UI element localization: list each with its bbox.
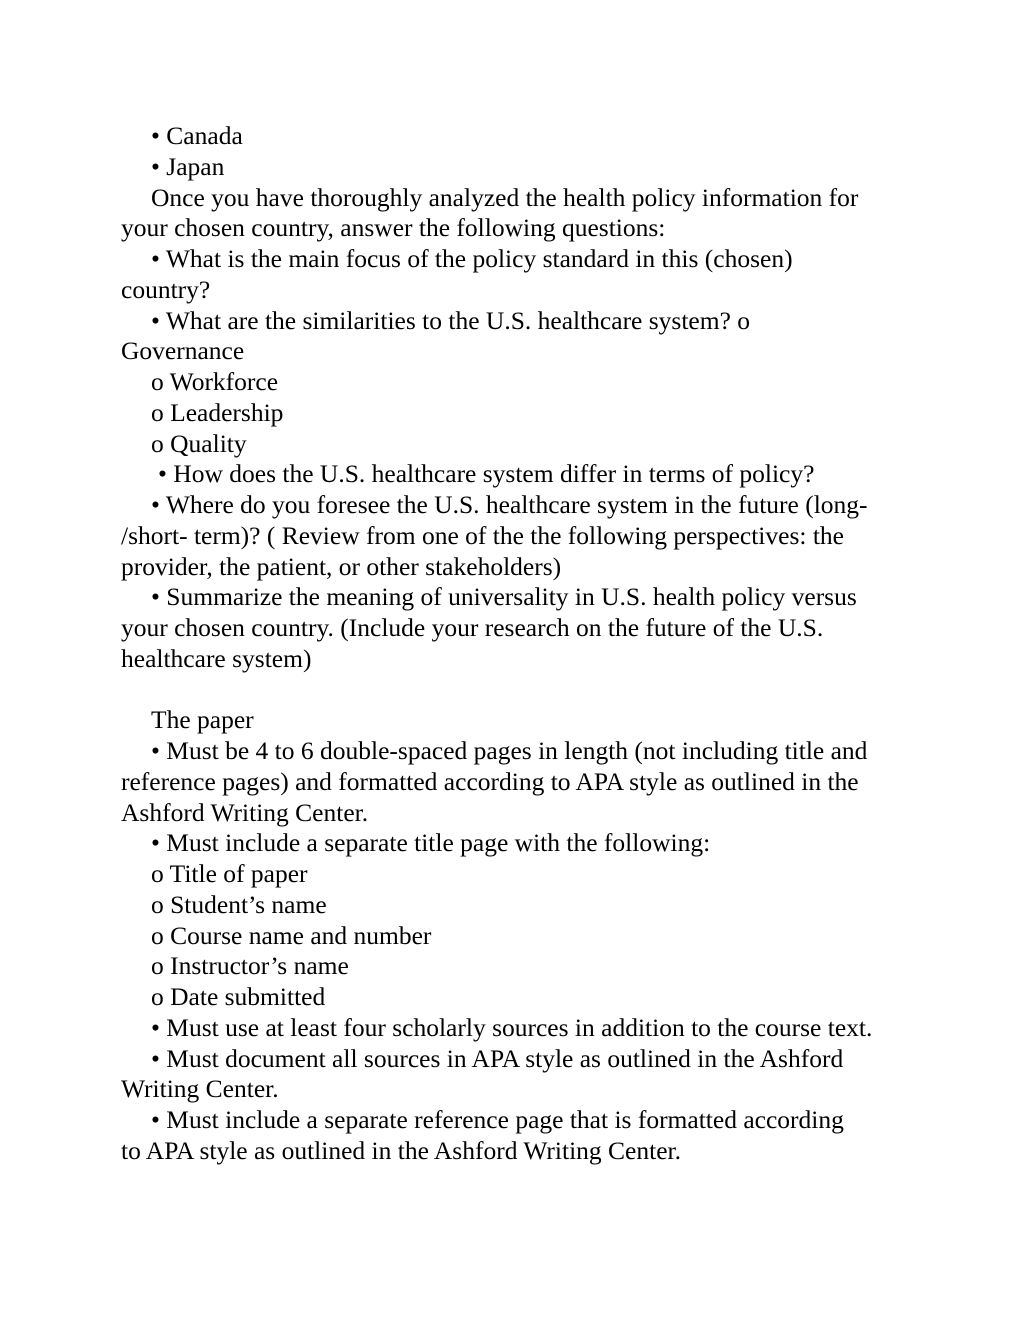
list-item-canada: • Canada	[151, 121, 243, 150]
question-main-focus-line-1: • What is the main focus of the policy standard in this (chosen)	[151, 244, 793, 273]
title-page-item-title: o Title of paper	[151, 859, 308, 888]
paper-heading: The paper	[151, 705, 254, 735]
title-page-item-course: o Course name and number	[151, 920, 432, 950]
question-universality-line-2: your chosen country. (Include your research on the future of the U.S.	[121, 613, 824, 642]
question-similarities-line-1: • What are the similarities to the U.S. healthcare system? o	[151, 305, 751, 335]
requirement-apa-line-2: Writing Center.	[121, 1074, 279, 1104]
list-item-japan: • Japan	[151, 151, 225, 181]
blank-line	[121, 675, 921, 706]
sub-item-workforce: o Workforce	[151, 367, 279, 396]
requirement-title-page: • Must include a separate title page with the following:	[151, 828, 711, 858]
title-page-item-instructor: o Instructor’s name	[151, 951, 349, 981]
title-page-item-date: o Date submitted	[151, 982, 326, 1011]
question-future-line-3: provider, the patient, or other stakeholders)	[121, 551, 562, 581]
instructions-paragraph-line-1: Once you have thoroughly analyzed the health policy information for	[151, 182, 859, 212]
question-future-line-1: • Where do you foresee the U.S. healthcare system in the future (long-	[151, 490, 868, 519]
requirement-length-line-1: • Must be 4 to 6 double-spaced pages in length (not including title and	[151, 736, 868, 765]
question-future-line-2: /short- term)? ( Review from one of the the following perspectives: the	[121, 520, 844, 550]
requirement-apa-line-1: • Must document all sources in APA style as outlined in the Ashford	[151, 1043, 844, 1073]
sub-item-quality: o Quality	[151, 428, 247, 458]
question-universality-line-1: • Summarize the meaning of universality in U.S. health policy versus	[151, 582, 857, 612]
question-main-focus-line-2: country?	[121, 274, 211, 304]
title-page-item-student-name: o Student’s name	[151, 889, 327, 919]
question-universality-line-3: healthcare system)	[121, 643, 312, 673]
requirement-length-line-2: reference pages) and formatted according to APA style as outlined in the	[121, 766, 859, 796]
question-similarities-line-2: Governance	[121, 336, 245, 366]
question-differ-policy: • How does the U.S. healthcare system differ in terms of policy?	[158, 459, 815, 489]
requirement-length-line-3: Ashford Writing Center.	[121, 797, 369, 827]
document-page	[121, 121, 921, 1167]
instructions-paragraph-line-2: your chosen country, answer the following questions:	[121, 213, 666, 243]
requirement-reference-line-1: • Must include a separate reference page that is formatted according	[151, 1105, 844, 1134]
sub-item-leadership: o Leadership	[151, 397, 284, 427]
requirement-sources: • Must use at least four scholarly sources in addition to the course text.	[151, 1012, 873, 1042]
requirement-reference-line-2: to APA style as outlined in the Ashford Writing Center.	[121, 1135, 681, 1165]
